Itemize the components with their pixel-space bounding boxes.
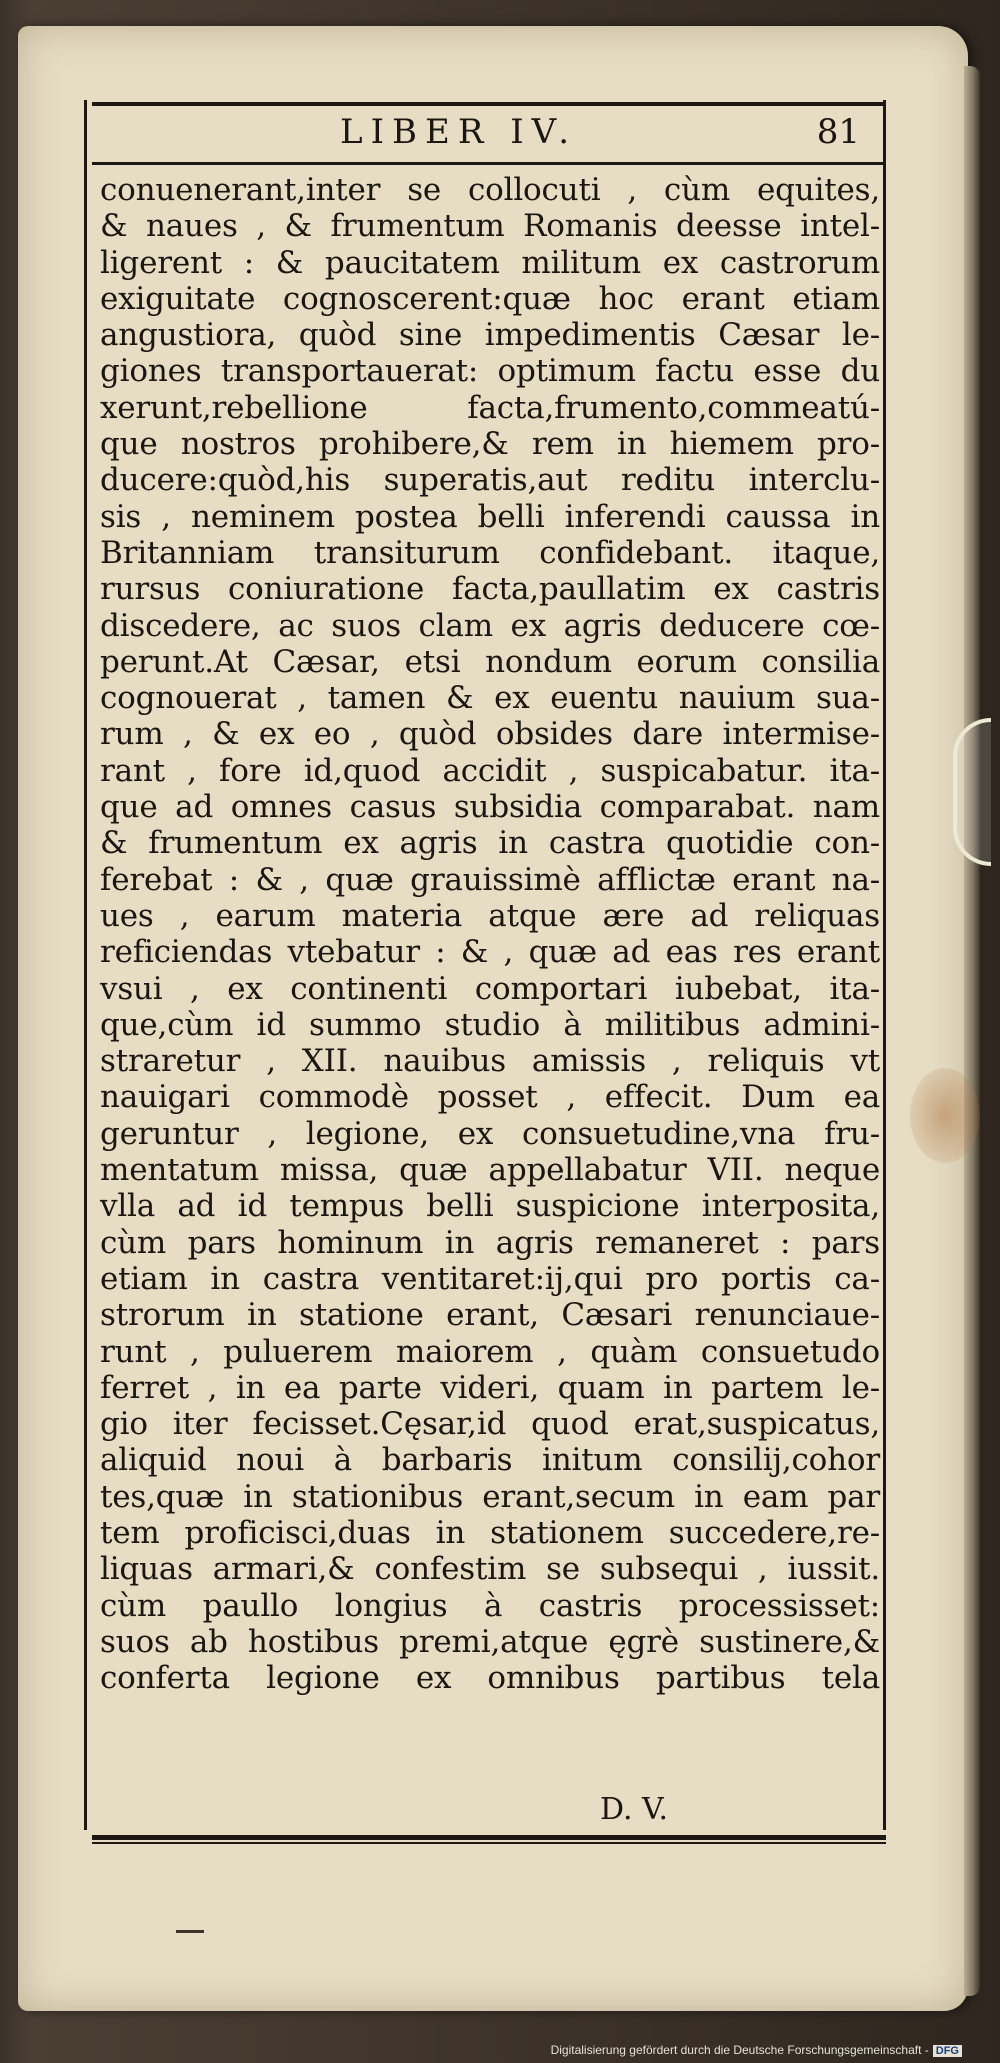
text-line: ducere:quòd,his superatis,aut reditu interclu- bbox=[100, 462, 880, 499]
text-line: cùm paullo longius à castris processisset: bbox=[100, 1587, 880, 1624]
text-line: que nostros prohibere,& rem in hiemem pro- bbox=[100, 426, 880, 463]
footer-rule-thin bbox=[92, 1842, 886, 1844]
text-line: giones transportauerat: optimum factu esse du bbox=[100, 353, 880, 390]
running-header bbox=[100, 108, 870, 158]
page-number: 81 bbox=[816, 112, 860, 152]
text-line: ferret , in ea parte videri, quam in partem le- bbox=[100, 1369, 880, 1406]
text-line: geruntur , legione, ex consuetudine,vna fru- bbox=[100, 1115, 880, 1152]
text-line: perunt.At Cæsar, etsi nondum eorum consilia bbox=[100, 643, 880, 680]
text-line: que,cùm id summo studio à militibus admini- bbox=[100, 1006, 880, 1043]
text-line: & frumentum ex agris in castra quotidie con- bbox=[100, 825, 880, 862]
text-line: ferebat : & , quæ grauissimè afflictæ erant na- bbox=[100, 861, 880, 898]
page-clip bbox=[953, 718, 991, 866]
digitization-text: Digitalisierung gefördert durch die Deutsche Forschungsgemeinschaft - bbox=[550, 2043, 929, 2057]
text-line: xerunt,rebellione facta,frumento,commeatú- bbox=[100, 389, 880, 426]
text-line: cùm pars hominum in agris remaneret : pars bbox=[100, 1224, 880, 1261]
text-line: ues , earum materia atque ære ad reliquas bbox=[100, 897, 880, 934]
text-line: suos ab hostibus premi,atque ęgrè sustinere,& bbox=[100, 1623, 880, 1660]
digitization-note bbox=[551, 2043, 962, 2057]
signature-mark: D. V. bbox=[600, 1792, 669, 1827]
text-line: strorum in statione erant, Cæsari renunciaue- bbox=[100, 1297, 880, 1334]
text-line: sis , neminem postea belli inferendi caussa in bbox=[100, 498, 880, 535]
text-line: ligerent : & paucitatem militum ex castrorum bbox=[100, 244, 880, 281]
text-line: rum , & ex eo , quòd obsides dare intermise- bbox=[100, 716, 880, 753]
text-line: gio iter fecisset.Cęsar,id quod erat,suspicatus, bbox=[100, 1406, 880, 1443]
paper-stain bbox=[910, 1068, 980, 1163]
text-line: que ad omnes casus subsidia comparabat. nam bbox=[100, 789, 880, 826]
text-line: vlla ad id tempus belli suspicione interposita, bbox=[100, 1188, 880, 1225]
dfg-logo: DFG bbox=[933, 2045, 962, 2057]
running-title: LIBER IV. bbox=[340, 112, 578, 152]
footer-rule bbox=[92, 1835, 886, 1840]
text-line: rursus coniuratione facta,paullatim ex castris bbox=[100, 571, 880, 608]
text-line: etiam in castra ventitaret:ij,qui pro portis ca- bbox=[100, 1260, 880, 1297]
text-line: tem proficisci,duas in stationem succedere,re- bbox=[100, 1514, 880, 1551]
text-line: nauigari commodè posset , effecit. Dum ea bbox=[100, 1079, 880, 1116]
text-line: liquas armari,& confestim se subsequi , iussit. bbox=[100, 1551, 880, 1588]
text-line: rant , fore id,quod accidit , suspicabatur. ita- bbox=[100, 752, 880, 789]
text-line: angustiora, quòd sine impedimentis Cæsar le- bbox=[100, 317, 880, 354]
text-line: conuenerant,inter se collocuti , cùm equites, bbox=[100, 172, 880, 208]
text-line: reficiendas vtebatur : & , quæ ad eas res erant bbox=[100, 934, 880, 971]
text-line: aliquid noui à barbaris initum consilij,cohor bbox=[100, 1442, 880, 1479]
text-line: cognouerat , tamen & ex euentu nauium sua- bbox=[100, 680, 880, 717]
page-edge bbox=[964, 66, 980, 1996]
text-line: straretur , XII. nauibus amissis , reliquis vt bbox=[100, 1043, 880, 1080]
margin-dash bbox=[176, 1930, 204, 1933]
text-line: vsui , ex continenti comportari iubebat, ita- bbox=[100, 970, 880, 1007]
header-rule-bottom bbox=[92, 162, 886, 165]
text-line: tes,quæ in stationibus erant,secum in eam par bbox=[100, 1478, 880, 1515]
body-text bbox=[100, 172, 880, 1696]
text-line: exiguitate cognoscerent:quæ hoc erant etiam bbox=[100, 280, 880, 317]
text-line: runt , puluerem maiorem , quàm consuetudo bbox=[100, 1333, 880, 1370]
text-line: conferta legione ex omnibus partibus tela bbox=[100, 1660, 880, 1697]
header-rule-top bbox=[92, 102, 886, 106]
text-line: discedere, ac suos clam ex agris deducere cœ- bbox=[100, 607, 880, 644]
text-line: & naues , & frumentum Romanis deesse intel- bbox=[100, 208, 880, 245]
text-line: mentatum missa, quæ appellabatur VII. neque bbox=[100, 1152, 880, 1189]
text-line: Britanniam transiturum confidebant. itaque, bbox=[100, 534, 880, 571]
